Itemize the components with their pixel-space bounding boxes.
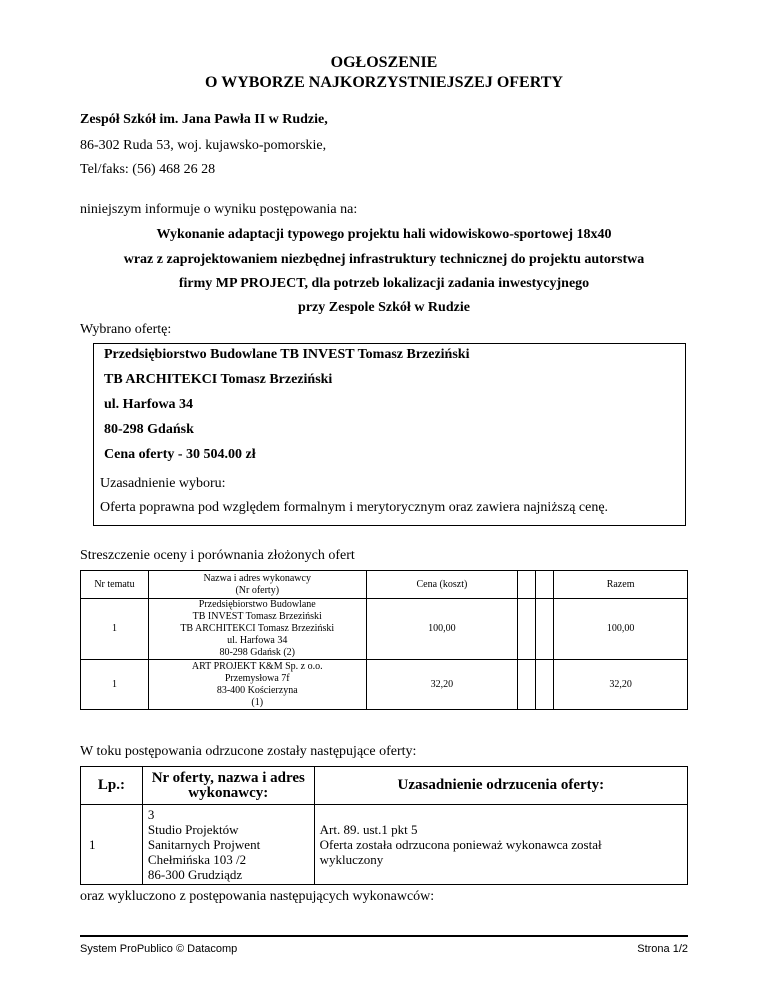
summary-cell-empty bbox=[518, 599, 536, 660]
summary-header-total: Razem bbox=[554, 571, 688, 599]
rejected-title: W toku postępowania odrzucone zostały następujące oferty: bbox=[80, 744, 417, 759]
justification-label: Uzasadnienie wyboru: bbox=[100, 476, 226, 491]
rejected-header-row bbox=[81, 767, 688, 805]
rejected-cell-reason: Art. 89. ust.1 pkt 5 Oferta została odrzucona ponieważ wykonawca został wykluczony bbox=[314, 805, 687, 885]
summary-cell-total: 100,00 bbox=[554, 599, 688, 660]
summary-header-empty bbox=[518, 571, 536, 599]
selected-company-2: TB ARCHITEKCI Tomasz Brzeziński bbox=[104, 372, 333, 387]
summary-header-nr: Nr tematu bbox=[81, 571, 149, 599]
notice-title: OGŁOSZENIE bbox=[330, 54, 438, 71]
summary-cell-price: 100,00 bbox=[366, 599, 518, 660]
footer-page-number: Strona 1/2 bbox=[637, 943, 688, 955]
rejected-header-lp: Lp.: bbox=[81, 767, 143, 805]
footer-left: System ProPublico © Datacomp bbox=[80, 943, 238, 955]
summary-cell-empty bbox=[536, 599, 554, 660]
summary-cell-name: Przedsiębiorstwo Budowlane TB INVEST Tomasz Brzeziński TB ARCHITEKCI Tomasz Brzeziński ul. Harfowa 34 80-298 Gdańsk (2) bbox=[148, 599, 366, 660]
summary-cell-empty bbox=[518, 660, 536, 710]
institution-address: 86-302 Ruda 53, woj. kujawsko-pomorskie, bbox=[80, 138, 327, 153]
summary-header-empty bbox=[536, 571, 554, 599]
footer-divider bbox=[80, 935, 688, 937]
rejected-cell-offer: 3 Studio Projektów Sanitarnych Projwent Chełmińska 103 /2 86-300 Grudziądz bbox=[142, 805, 314, 885]
rejected-table bbox=[80, 766, 688, 885]
justification-text: Oferta poprawna pod względem formalnym i merytorycznym oraz zawiera najniższą cenę. bbox=[100, 500, 609, 515]
excluded-title: oraz wykluczono z postępowania następujących wykonawców: bbox=[80, 889, 435, 904]
selected-company-1: Przedsiębiorstwo Budowlane TB INVEST Tomasz Brzeziński bbox=[104, 347, 470, 362]
notice-subtitle: O WYBORZE NAJKORZYSTNIEJSZEJ OFERTY bbox=[205, 74, 563, 91]
summary-cell-name: ART PROJEKT K&M Sp. z o.o. Przemysłowa 7f 83-400 Kościerzyna (1) bbox=[148, 660, 366, 710]
institution-phone: Tel/faks: (56) 468 26 28 bbox=[80, 162, 216, 177]
summary-header-price: Cena (koszt) bbox=[366, 571, 518, 599]
summary-cell-total: 32,20 bbox=[554, 660, 688, 710]
table-row bbox=[81, 599, 688, 660]
table-row bbox=[81, 805, 688, 885]
subject-line-2: wraz z zaprojektowaniem niezbędnej infrastruktury technicznej do projektu autorstwa bbox=[123, 252, 645, 267]
subject-line-3: firmy MP PROJECT, dla potrzeb lokalizacji zadania inwestycyjnego bbox=[178, 276, 590, 291]
institution-name: Zespół Szkół im. Jana Pawła II w Rudzie, bbox=[80, 112, 328, 127]
summary-title: Streszczenie oceny i porównania złożonych ofert bbox=[80, 548, 355, 563]
summary-header-name: Nazwa i adres wykonawcy (Nr oferty) bbox=[148, 571, 366, 599]
subject-line-1: Wykonanie adaptacji typowego projektu hali widowiskowo-sportowej 18x40 bbox=[156, 227, 612, 242]
summary-table bbox=[80, 570, 688, 710]
summary-cell-nr: 1 bbox=[81, 599, 149, 660]
rejected-header-reason: Uzasadnienie odrzucenia oferty: bbox=[314, 767, 687, 805]
summary-cell-price: 32,20 bbox=[366, 660, 518, 710]
rejected-cell-lp: 1 bbox=[81, 805, 143, 885]
summary-cell-nr: 1 bbox=[81, 660, 149, 710]
summary-cell-empty bbox=[536, 660, 554, 710]
selected-street: ul. Harfowa 34 bbox=[104, 397, 194, 412]
table-row bbox=[81, 660, 688, 710]
selected-offer-box bbox=[93, 343, 686, 526]
intro-text: niniejszym informuje o wyniku postępowania na: bbox=[80, 202, 358, 217]
subject-line-4: przy Zespole Szkół w Rudzie bbox=[298, 300, 470, 315]
selected-label: Wybrano ofertę: bbox=[80, 322, 172, 337]
summary-header-row bbox=[81, 571, 688, 599]
selected-city: 80-298 Gdańsk bbox=[104, 422, 194, 437]
rejected-header-offer: Nr oferty, nazwa i adres wykonawcy: bbox=[142, 767, 314, 805]
selected-price: Cena oferty - 30 504.00 zł bbox=[104, 447, 256, 462]
